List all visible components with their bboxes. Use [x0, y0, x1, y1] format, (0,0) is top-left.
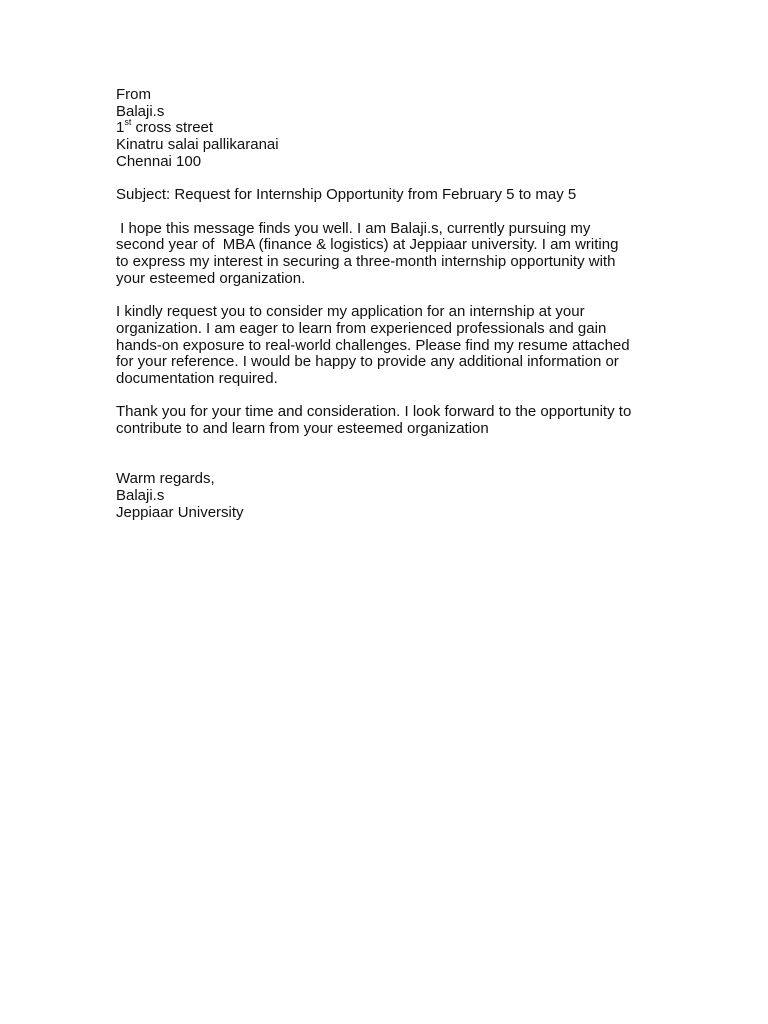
- body-paragraph-thanks: Thank you for your time and consideration. I look forward to the opportunity to contribute to and learn from your esteemed organization: [116, 403, 632, 437]
- subject-line: Subject: Request for Internship Opportunity from February 5 to may 5: [116, 186, 577, 204]
- closing-name: Balaji.s: [116, 486, 165, 504]
- spacer: [116, 287, 661, 304]
- from-label: From: [116, 86, 151, 103]
- sender-address-block: [116, 87, 661, 171]
- street-ordinal-suffix: st: [124, 117, 132, 128]
- sender-name: Balaji.s: [116, 102, 165, 120]
- spacer: [116, 438, 661, 471]
- spacer: [116, 388, 661, 405]
- spacer: [116, 204, 661, 221]
- spacer: [116, 171, 661, 188]
- closing-salutation: Warm regards,: [116, 470, 215, 488]
- closing-institution: Jeppiaar University: [116, 503, 244, 521]
- closing-block: [116, 471, 661, 521]
- street-name: cross street: [131, 119, 214, 137]
- body-paragraph-intro: I hope this message finds you well. I am Balaji.s, currently pursuing my second year of MBA (finance & logistics) at Jeppiaar university. I am writing to express my interest in securing a three-month internship opportunity with your esteemed organization.: [116, 219, 619, 287]
- sender-city: Chennai 100: [116, 152, 202, 170]
- letter-page: [116, 87, 661, 521]
- sender-area: Kinatru salai pallikaranai: [116, 136, 279, 154]
- body-paragraph-request: I kindly request you to consider my application for an internship at your organization. I am eager to learn from experienced professionals and gain hands-on exposure to real-world challenges. Please find my resume attached for your reference. I would be happy to provide any additional information or documentation required.: [116, 303, 630, 387]
- street-number: 1: [116, 119, 125, 137]
- sender-street: [116, 117, 661, 137]
